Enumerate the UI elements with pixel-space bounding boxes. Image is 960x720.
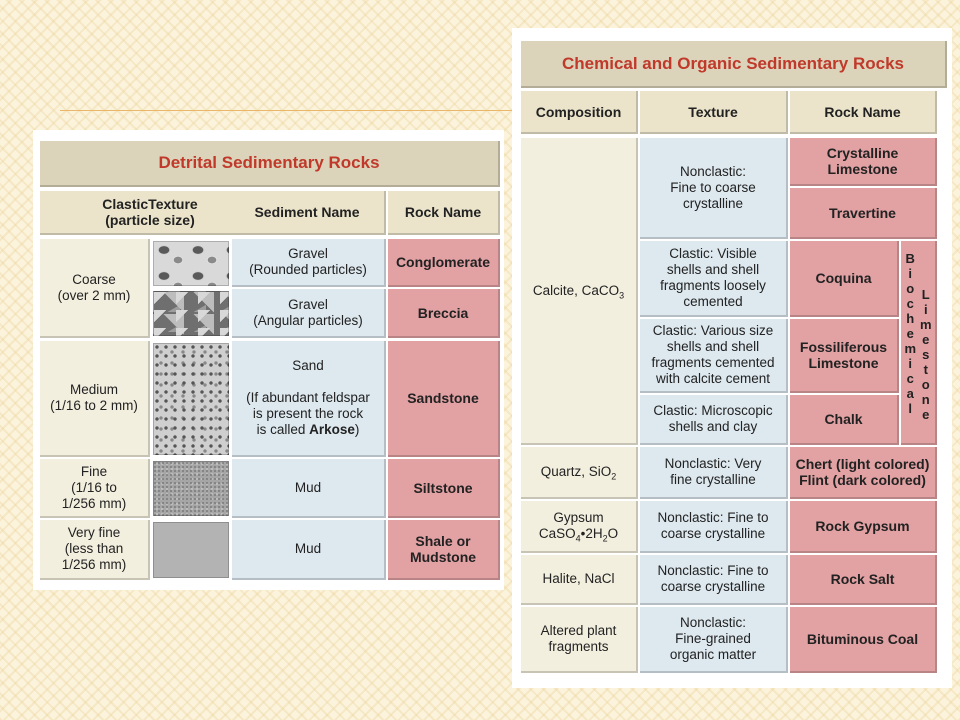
texture-coarse: Coarse (over 2 mm) xyxy=(40,239,150,338)
composition-plant-fragments: Altered plant fragments xyxy=(521,607,638,673)
conglomerate-texture-swatch xyxy=(153,241,229,286)
detrital-title: Detrital Sedimentary Rocks xyxy=(40,141,500,187)
rock-fossiliferous-limestone: Fossiliferous Limestone xyxy=(790,319,899,393)
rock-chert-flint: Chert (light colored) Flint (dark colored) xyxy=(790,447,937,499)
sediment-gravel-rounded: Gravel (Rounded particles) xyxy=(232,239,386,287)
rock-gypsum: Rock Gypsum xyxy=(790,501,937,553)
header-composition: Composition xyxy=(521,91,638,134)
texture-clastic-microscopic: Clastic: Microscopic shells and clay xyxy=(640,395,788,445)
texture-halite: Nonclastic: Fine to coarse crystalline xyxy=(640,555,788,605)
sediment-gravel-angular: Gravel (Angular particles) xyxy=(232,289,386,338)
rock-chalk: Chalk xyxy=(790,395,899,445)
texture-medium: Medium (1/16 to 2 mm) xyxy=(40,341,150,457)
header-rock-name: Rock Name xyxy=(790,91,937,134)
texture-organic-matter: Nonclastic: Fine-grained organic matter xyxy=(640,607,788,673)
rock-sandstone: Sandstone xyxy=(388,341,500,457)
sand-label: Sand xyxy=(292,358,324,373)
header-texture: Texture xyxy=(640,91,788,134)
rock-bituminous-coal: Bituminous Coal xyxy=(790,607,937,673)
accent-line xyxy=(60,110,520,111)
sand-texture-swatch xyxy=(153,343,229,455)
header-sediment-name: Sediment Name xyxy=(230,191,386,235)
texture-gypsum: Nonclastic: Fine to coarse crystalline xyxy=(640,501,788,553)
biochemical-limestone-label: B i o c h e m i c a l L i m e s t o n e xyxy=(901,241,937,445)
sediment-sand xyxy=(232,341,386,457)
rock-conglomerate: Conglomerate xyxy=(388,239,500,287)
header-rock-name: Rock Name xyxy=(388,191,500,235)
rock-siltstone: Siltstone xyxy=(388,459,500,518)
texture-clastic-visible-shells: Clastic: Visible shells and shell fragments loosely cemented xyxy=(640,241,788,317)
texture-clastic-various-shells: Clastic: Various size shells and shell fragments cemented with calcite cement xyxy=(640,319,788,393)
rock-coquina: Coquina xyxy=(790,241,899,317)
composition-calcite: Calcite, CaCO$_3$ xyxy=(521,138,638,445)
texture-fine: Fine (1/16 to 1/256 mm) xyxy=(40,459,150,518)
breccia-texture-swatch xyxy=(153,291,229,336)
rock-travertine: Travertine xyxy=(790,188,937,239)
composition-gypsum: Gypsum $CaSO_4•2H_2O$ xyxy=(521,501,638,553)
header-clastic-texture: ClasticTexture (particle size) xyxy=(40,191,262,235)
rock-shale-mudstone: Shale or Mudstone xyxy=(388,520,500,580)
sediment-mud-fine: Mud xyxy=(232,459,386,518)
rock-salt: Rock Salt xyxy=(790,555,937,605)
detrital-table xyxy=(33,130,504,590)
rock-crystalline-limestone: Crystalline Limestone xyxy=(790,138,937,186)
chemical-organic-table xyxy=(512,28,952,688)
composition-halite: Halite, NaCl xyxy=(521,555,638,605)
clay-texture-swatch xyxy=(153,522,229,578)
silt-texture-swatch xyxy=(153,461,229,516)
texture-very-fine: Very fine (less than 1/256 mm) xyxy=(40,520,150,580)
texture-nonclastic-crystalline: Nonclastic: Fine to coarse crystalline xyxy=(640,138,788,239)
sediment-mud-very-fine: Mud xyxy=(232,520,386,580)
chemical-title: Chemical and Organic Sedimentary Rocks xyxy=(521,41,947,88)
arkose-note: (If abundant feldspar is present the rock is called Arkose) xyxy=(246,390,370,437)
rock-breccia: Breccia xyxy=(388,289,500,338)
texture-very-fine-crystalline: Nonclastic: Very fine crystalline xyxy=(640,447,788,499)
composition-quartz: Quartz, SiO$_2$ xyxy=(521,447,638,499)
